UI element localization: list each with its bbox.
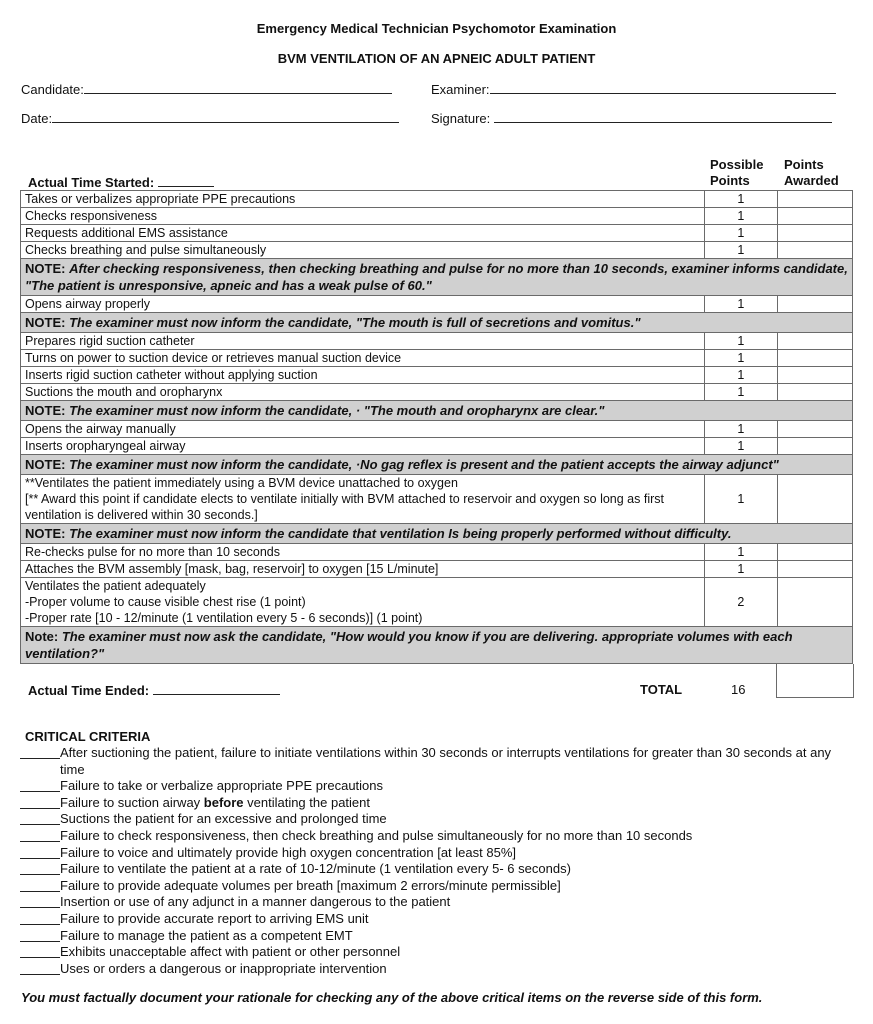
- date-label: Date:: [21, 111, 53, 126]
- text-part: Failure to suction airway: [60, 794, 204, 810]
- check-blank[interactable]: [20, 828, 60, 842]
- table-row: [21, 350, 853, 367]
- critical-item: [20, 928, 840, 945]
- critical-criteria-list: [20, 745, 840, 977]
- critical-item: [20, 861, 840, 878]
- step-text: [21, 475, 705, 524]
- note-row: [21, 401, 853, 421]
- note-text: The examiner must now inform the candidate, · "The mouth and oropharynx are clear.": [69, 403, 605, 418]
- critical-item-text: Uses or orders a dangerous or inappropriate intervention: [60, 960, 387, 976]
- points-awarded-cell[interactable]: [777, 225, 852, 242]
- examiner-label: Examiner:: [431, 82, 490, 97]
- possible-points: 1: [704, 296, 777, 313]
- points-awarded-cell[interactable]: [777, 384, 852, 401]
- possible-points: 1: [704, 191, 777, 208]
- step-text: Inserts rigid suction catheter without applying suction: [21, 367, 705, 384]
- table-row: [21, 475, 853, 524]
- step-line: [** Award this point if candidate elects to ventilate initially with BVM attached to reservoir and oxygen so long as first ventilation is delivered within 30 seconds.]: [25, 492, 664, 522]
- form-title: Emergency Medical Technician Psychomotor Examination: [256, 21, 617, 36]
- possible-points: 1: [704, 438, 777, 455]
- critical-item: [20, 778, 840, 795]
- critical-item-text: Failure to provide adequate volumes per breath [maximum 2 errors/minute permissible]: [60, 877, 561, 893]
- text-part: ventilating the patient: [243, 794, 370, 810]
- possible-points: 1: [704, 421, 777, 438]
- step-text: Opens the airway manually: [21, 421, 705, 438]
- critical-item: [20, 961, 840, 978]
- note-label: Note:: [25, 629, 59, 644]
- note-label: NOTE:: [25, 526, 66, 541]
- note-row: [21, 455, 853, 475]
- step-text: Checks responsiveness: [21, 208, 705, 225]
- step-line: -Proper volume to cause visible chest rise (1 point): [25, 595, 306, 609]
- col-awarded-line2: Awarded: [784, 173, 839, 188]
- step-text: [21, 578, 705, 627]
- critical-criteria-title: CRITICAL CRITERIA: [25, 729, 151, 744]
- signature-input[interactable]: [494, 110, 832, 123]
- points-awarded-cell[interactable]: [777, 367, 852, 384]
- table-row: [21, 208, 853, 225]
- points-awarded-cell[interactable]: [777, 208, 852, 225]
- note-label: NOTE:: [25, 457, 66, 472]
- check-blank[interactable]: [20, 894, 60, 908]
- possible-points: 1: [704, 367, 777, 384]
- points-awarded-cell[interactable]: [777, 421, 852, 438]
- emphasis-before: before: [203, 794, 244, 810]
- table-row: [21, 421, 853, 438]
- points-awarded-cell[interactable]: [777, 475, 852, 524]
- possible-points: 1: [704, 225, 777, 242]
- note-label: NOTE:: [25, 261, 66, 276]
- note-text: The examiner must now inform the candidate, ·No gag reflex is present and the patient accepts the airway adjunct": [69, 457, 779, 472]
- points-awarded-cell[interactable]: [777, 296, 852, 313]
- step-text: Re-checks pulse for no more than 10 seconds: [21, 544, 705, 561]
- table-row: [21, 242, 853, 259]
- step-text: Turns on power to suction device or retrieves manual suction device: [21, 350, 705, 367]
- table-row: [21, 578, 853, 627]
- critical-item: [20, 811, 840, 828]
- examiner-field: [431, 81, 836, 97]
- footer-note: You must factually document your rationale for checking any of the above critical items on the reverse side of this form.: [21, 990, 763, 1005]
- col-possible-line2: Points: [710, 173, 750, 188]
- critical-item: [20, 795, 840, 812]
- critical-item-text: Insertion or use of any adjunct in a manner dangerous to the patient: [60, 894, 451, 910]
- critical-item: [20, 911, 840, 928]
- step-text: Requests additional EMS assistance: [21, 225, 705, 242]
- critical-item-text: Failure to ventilate the patient at a rate of 10-12/minute (1 ventilation every 5- 6 seconds): [60, 861, 571, 877]
- possible-points: 1: [704, 544, 777, 561]
- check-blank[interactable]: [20, 861, 60, 875]
- time-ended-input[interactable]: [153, 682, 280, 695]
- points-awarded-cell[interactable]: [777, 561, 852, 578]
- note-cell: [21, 627, 853, 664]
- check-blank[interactable]: [20, 811, 60, 825]
- table-row: [21, 561, 853, 578]
- step-text: Inserts oropharyngeal airway: [21, 438, 705, 455]
- date-input[interactable]: [52, 110, 399, 123]
- possible-points: 1: [704, 384, 777, 401]
- check-blank[interactable]: [20, 911, 60, 925]
- table-row: [21, 296, 853, 313]
- points-awarded-cell[interactable]: [777, 333, 852, 350]
- table-row: [21, 367, 853, 384]
- step-line: Ventilates the patient adequately: [25, 579, 206, 593]
- possible-points: 2: [704, 578, 777, 627]
- check-blank[interactable]: [20, 961, 60, 975]
- time-ended-label: Actual Time Ended:: [28, 683, 150, 698]
- note-text: The examiner must now ask the candidate, "How would you know if you are delivering. appropriate volumes with each ventilation?": [25, 629, 793, 661]
- check-blank[interactable]: [20, 795, 60, 809]
- critical-item-text: Failure to check responsiveness, then check breathing and pulse simultaneously for no more than 10 seconds: [60, 827, 693, 843]
- date-field: [21, 110, 399, 126]
- note-row: [21, 627, 853, 664]
- table-row: [21, 333, 853, 350]
- note-text: The examiner must now inform the candidate, "The mouth is full of secretions and vomitus.": [69, 315, 641, 330]
- check-blank[interactable]: [20, 944, 60, 958]
- note-cell: [21, 401, 853, 421]
- possible-points: 1: [704, 350, 777, 367]
- critical-item-text: Suctions the patient for an excessive and prolonged time: [60, 811, 387, 827]
- step-text: Takes or verbalizes appropriate PPE precautions: [21, 191, 705, 208]
- possible-points: 1: [704, 242, 777, 259]
- step-text: Opens airway properly: [21, 296, 705, 313]
- table-row: [21, 384, 853, 401]
- critical-item-text: Failure to manage the patient as a competent EMT: [60, 927, 353, 943]
- step-line: -Proper rate [10 - 12/minute (1 ventilation every 5 - 6 seconds)] (1 point): [25, 611, 423, 625]
- candidate-label: Candidate:: [21, 82, 84, 97]
- possible-points: 1: [704, 208, 777, 225]
- table-row: [21, 191, 853, 208]
- critical-item: [20, 745, 840, 778]
- note-cell: [21, 313, 853, 333]
- note-row: [21, 259, 853, 296]
- table-row: [21, 225, 853, 242]
- step-text: Attaches the BVM assembly [mask, bag, reservoir] to oxygen [15 L/minute]: [21, 561, 705, 578]
- check-blank[interactable]: [20, 928, 60, 942]
- check-blank[interactable]: [20, 745, 60, 759]
- critical-item-text: Failure to voice and ultimately provide high oxygen concentration [at least 85%]: [60, 844, 516, 860]
- column-header-points-awarded: [784, 157, 839, 189]
- time-started-label: Actual Time Started:: [28, 175, 155, 190]
- col-awarded-line1: Points: [784, 157, 824, 172]
- scoring-table: [20, 190, 853, 664]
- note-label: NOTE:: [25, 315, 66, 330]
- total-value: 16: [731, 682, 746, 697]
- total-label: TOTAL: [640, 682, 683, 697]
- critical-item-text: After suctioning the patient, failure to initiate ventilations within 30 seconds or interrupts ventilations for greater than 30 seconds at any time: [60, 745, 832, 777]
- critical-item-text: Failure to take or verbalize appropriate PPE precautions: [60, 778, 384, 794]
- note-row: [21, 524, 853, 544]
- time-ended: [28, 682, 280, 698]
- critical-item: [20, 878, 840, 895]
- critical-item-text: Failure to provide accurate report to arriving EMS unit: [60, 910, 369, 926]
- critical-item: [20, 944, 840, 961]
- check-blank[interactable]: [20, 778, 60, 792]
- note-cell: [21, 455, 853, 475]
- critical-item: [20, 894, 840, 911]
- points-awarded-cell[interactable]: [777, 578, 852, 627]
- check-blank[interactable]: [20, 878, 60, 892]
- critical-item-text: Exhibits unacceptable affect with patient or other personnel: [60, 944, 401, 960]
- points-awarded-cell[interactable]: [777, 438, 852, 455]
- possible-points: 1: [704, 333, 777, 350]
- step-text: Checks breathing and pulse simultaneously: [21, 242, 705, 259]
- examiner-input[interactable]: [490, 81, 836, 94]
- signature-field: [431, 110, 832, 126]
- note-cell: [21, 524, 853, 544]
- points-awarded-cell[interactable]: [777, 242, 852, 259]
- table-row: [21, 438, 853, 455]
- critical-item: [20, 828, 840, 845]
- note-cell: [21, 259, 853, 296]
- step-line: **Ventilates the patient immediately using a BVM device unattached to oxygen: [25, 476, 458, 490]
- note-row: [21, 313, 853, 333]
- critical-item-text: [60, 795, 840, 812]
- col-possible-line1: Possible: [710, 157, 764, 172]
- points-awarded-cell[interactable]: [777, 544, 852, 561]
- step-text: Prepares rigid suction catheter: [21, 333, 705, 350]
- note-text: After checking responsiveness, then checking breathing and pulse for no more than 10 seconds, examiner informs candidate, "The patient is unresponsive, apneic and has a weak pulse of 60.": [25, 261, 848, 293]
- signature-label: Signature:: [431, 111, 491, 126]
- points-awarded-cell[interactable]: [777, 350, 852, 367]
- column-header-possible-points: [710, 157, 763, 189]
- step-text: Suctions the mouth and oropharynx: [21, 384, 705, 401]
- note-label: NOTE:: [25, 403, 66, 418]
- note-text: The examiner must now inform the candidate that ventilation Is being properly performed without difficulty.: [69, 526, 732, 541]
- check-blank[interactable]: [20, 845, 60, 859]
- table-row: [21, 544, 853, 561]
- points-awarded-cell[interactable]: [777, 191, 852, 208]
- candidate-field: [21, 81, 392, 97]
- time-started-input[interactable]: [158, 174, 214, 187]
- form-subtitle: BVM VENTILATION OF AN APNEIC ADULT PATIENT: [277, 51, 596, 66]
- possible-points: 1: [704, 561, 777, 578]
- candidate-input[interactable]: [84, 81, 392, 94]
- total-row: [0, 664, 873, 698]
- time-started: [28, 174, 214, 190]
- possible-points: 1: [704, 475, 777, 524]
- total-awarded-box[interactable]: [776, 664, 854, 698]
- critical-item: [20, 845, 840, 862]
